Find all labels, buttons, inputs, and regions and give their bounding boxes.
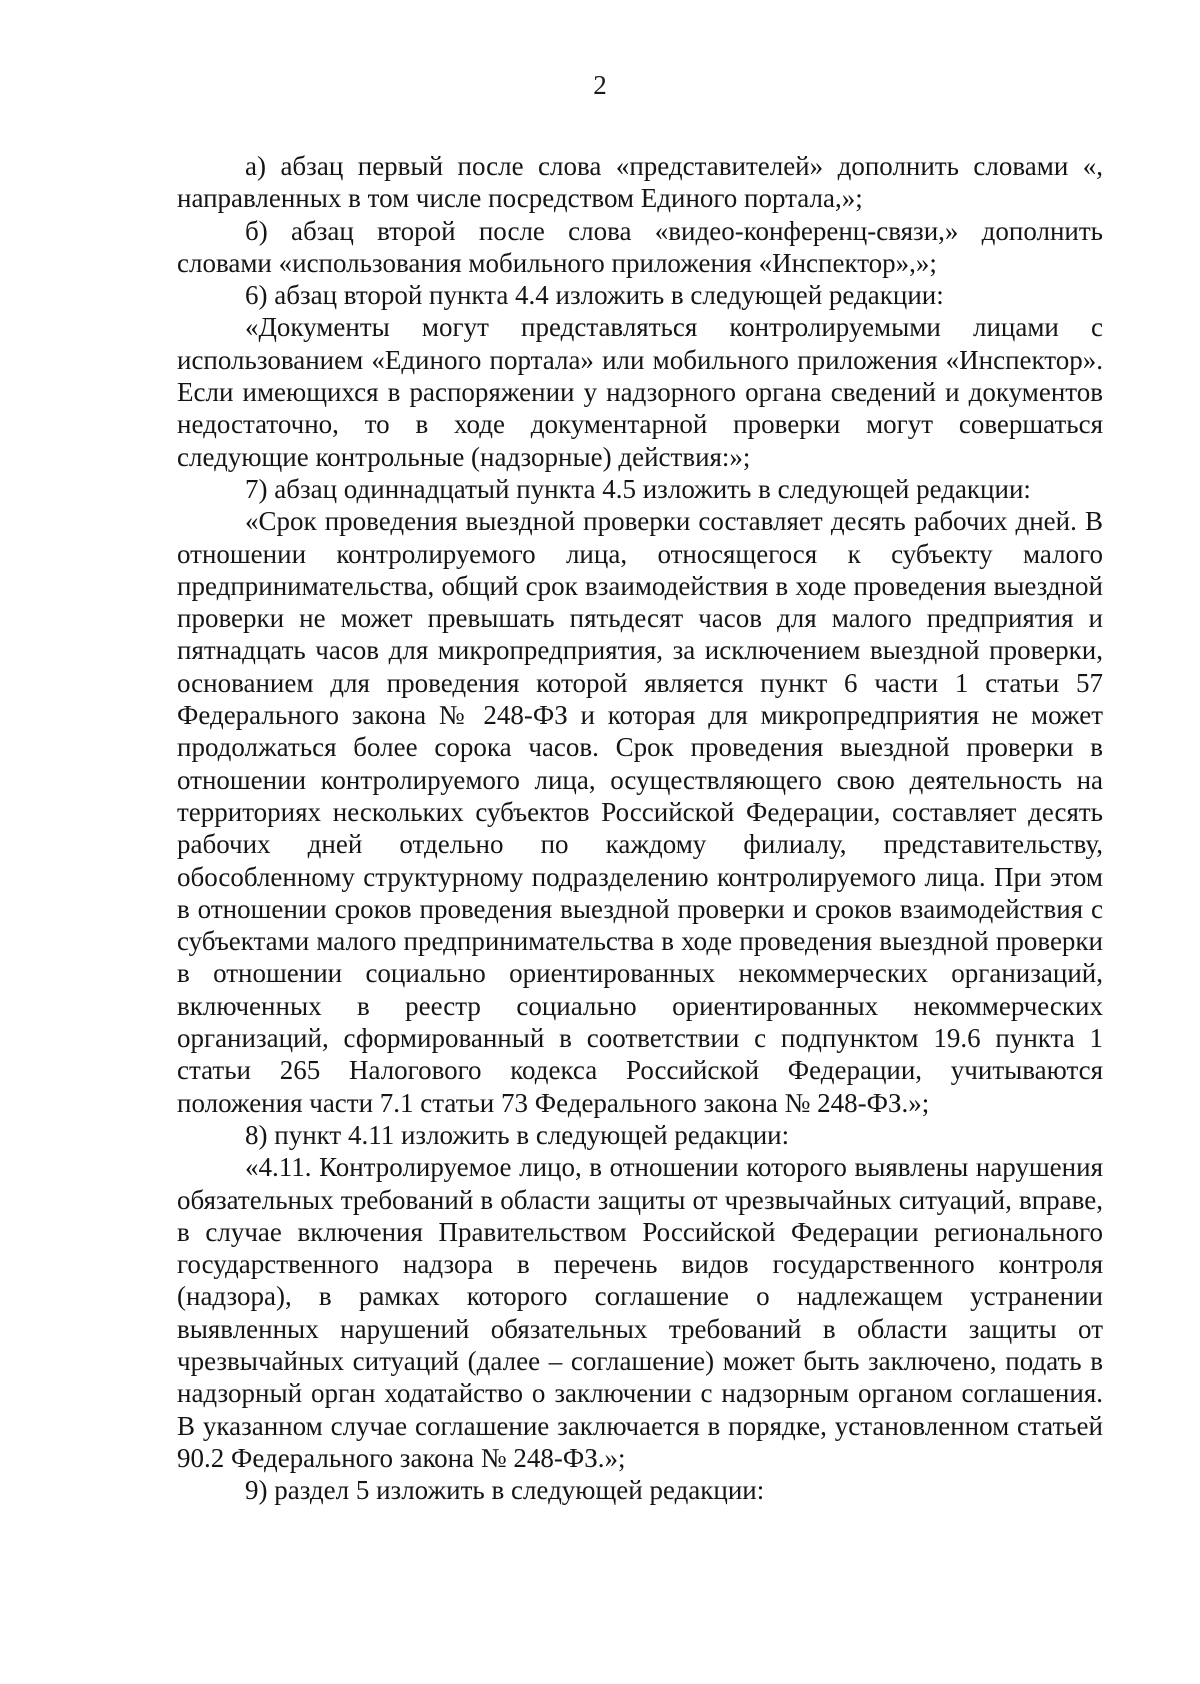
paragraph-item-8: 8) пункт 4.11 изложить в следующей редакции: [245,1119,790,1150]
page-number: 2 [593,70,607,100]
paragraph-item-6: 6) абзац второй пункта 4.4 изложить в следующей редакции: [245,280,944,311]
paragraph-item-7: 7) абзац одиннадцатый пункта 4.5 изложить в следующей редакции: [245,473,1031,504]
document-body [177,150,1103,1506]
paragraph-b: б) абзац второй после слова «видео-конференц-связи,» дополнить словами «использования мобильного приложения «Инспектор»,»; [177,215,1103,278]
paragraph-item-9: 9) раздел 5 изложить в следующей редакции: [245,1475,765,1506]
paragraph-item-7-text: «Срок проведения выездной проверки составляет десять рабочих дней. В отношении контролируемого лица, относящегося к субъекту малого предпринимательства, общий срок взаимодействия в ходе проведения выездной проверки не может превышать пятьдесят часов для малого предприятия и пятнадцать часов для микропредприятия, за исключением выездной проверки, основанием для проведения которой является пункт 6 части 1 статьи 57 Федерального закона № 248-ФЗ и которая для микропредприятия не может продолжаться более сорока часов. Срок проведения выездной проверки в отношении контролируемого лица, осуществляющего свою деятельность на территориях нескольких субъектов Российской Федерации, составляет десять рабочих дней отдельно по каждому филиалу, представительству, обособленному структурному подразделению контролируемого лица. При этом в отношении сроков проведения выездной проверки и сроков взаимодействия с субъектами малого предпринимательства в ходе проведения выездной проверки в отношении социально ориентированных некоммерческих организаций, включенных в реестр социально ориентированных некоммерческих организаций, сформированный в соответствии с подпунктом 19.6 пункта 1 статьи 265 Налогового кодекса Российской Федерации, учитываются положения части 7.1 статьи 73 Федерального закона № 248-ФЗ.»; [177,506,1103,1118]
paragraph-a: а) абзац первый после слова «представителей» дополнить словами «, направленных в том числе посредством Единого портала,»; [177,151,1103,214]
paragraph-item-6-text: «Документы могут представляться контролируемыми лицами с использованием «Единого портала» или мобильного приложения «Инспектор». Если имеющихся в распоряжении у надзорного органа сведений и документов недостаточно, то в ходе документарной проверки могут совершаться следующие контрольные (надзорные) действия:»; [177,312,1103,472]
paragraph-item-8-text: «4.11. Контролируемое лицо, в отношении которого выявлены нарушения обязательных требований в области защиты от чрезвычайных ситуаций, вправе, в случае включения Правительством Российской Федерации регионального государственного надзора в перечень видов государственного контроля (надзора), в рамках которого соглашение о надлежащем устранении выявленных нарушений обязательных требований в области защиты от чрезвычайных ситуаций (далее – соглашение) может быть заключено, подать в надзорный орган ходатайство о заключении с надзорным органом соглашения. В указанном случае соглашение заключается в порядке, установленном статьей 90.2 Федерального закона № 248-ФЗ.»; [177,1152,1103,1473]
